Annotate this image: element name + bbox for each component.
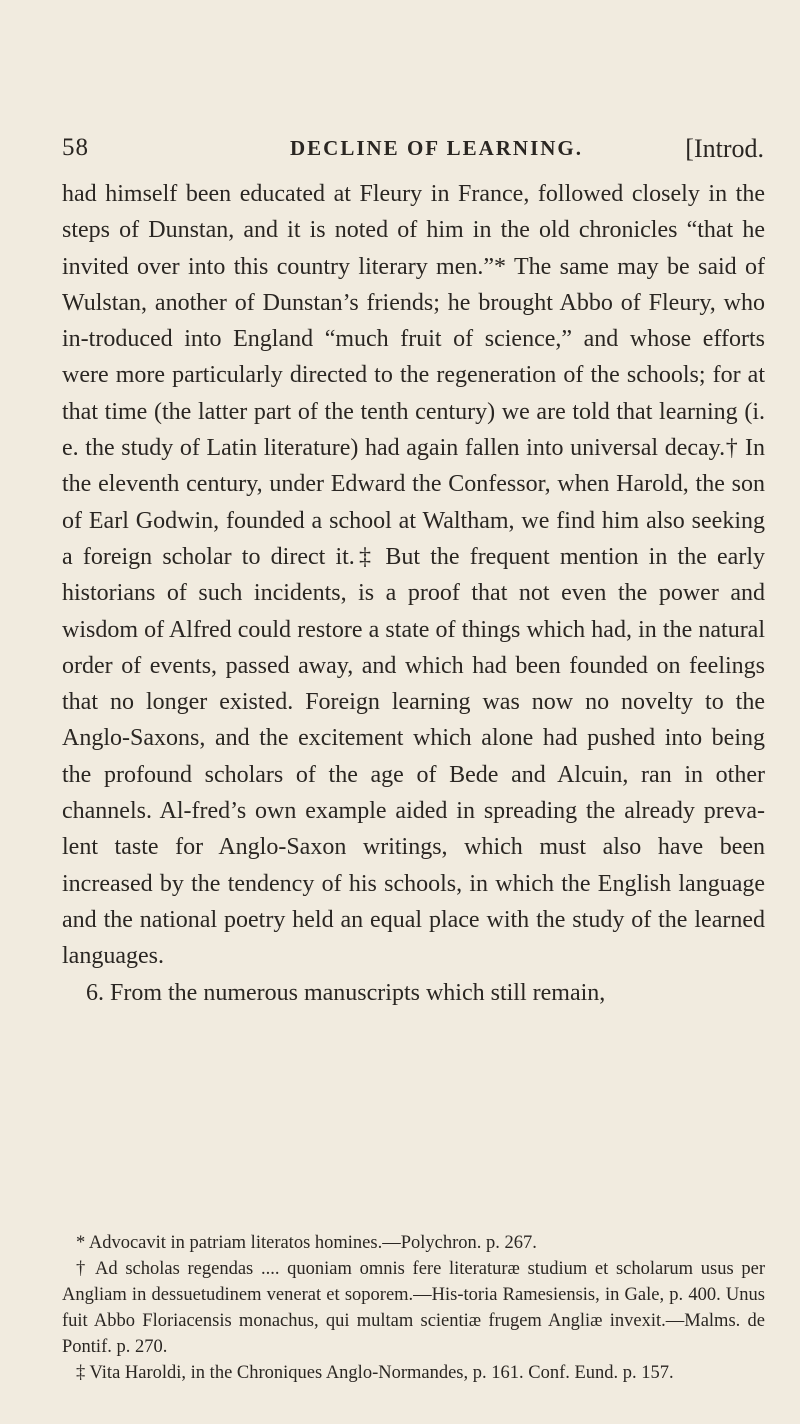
paragraph: had himself been educated at Fleury in France, followed closely in the steps of Dunstan, and it is noted of him in the old chronicles “that he invited over into this country literary men.”* The same may be said of Wulstan, another of Dunstan’s friends; he brought Abbo of Fleury, who in-troduced into England “much fruit of science,” and whose efforts were more particularly directed to the regeneration of the schools; for at that time (the latter part of the tenth century) we are told that learning (i. e. the study of Latin literature) had again fallen into universal decay.† In the eleventh century, under Edward the Confessor, when Harold, the son of Earl Godwin, founded a school at Waltham, we find him also seeking a foreign scholar to direct it.‡ But the frequent mention in the early historians of such incidents, is a proof that not even the power and wisdom of Alfred could restore a state of things which had, in the natural order of events, passed away, and which had been founded on feelings that no longer existed. Foreign learning was now no novelty to the Anglo-Saxons, and the excitement which alone had pushed into being the profound scholars of the age of Bede and Alcuin, ran in other channels. Al-fred’s own example aided in spreading the already preva-lent taste for Anglo-Saxon writings, which must also have been increased by the tendency of his schools, in which the English language and the national poetry held an equal place with the study of the learned languages.: [62, 181, 765, 970]
page-number: 58: [62, 134, 89, 161]
footnote: * Advocavit in patriam literatos homines.—Polychron. p. 267.: [76, 1233, 537, 1253]
footnote: † Ad scholas regendas .... quoniam omnis fere literaturæ studium et scholarum usus per Angliam in dessuetudinem venerat et soporem.—His-toria Ramesiensis, in Gale, p. 400. Unus fuit Abbo Floriacensis monachus, qui multam scientiæ frugem Angliæ invexit.—Malms. de Pontif. p. 270.: [62, 1259, 765, 1357]
footnotes: [62, 1230, 765, 1386]
footnote: ‡ Vita Haroldi, in the Chroniques Anglo-Normandes, p. 161. Conf. Eund. p. 157.: [76, 1363, 674, 1383]
main-text: [62, 176, 765, 1011]
paragraph: 6. From the numerous manuscripts which still remain,: [86, 979, 606, 1006]
running-head: [62, 134, 764, 170]
running-title: DECLINE OF LEARNING.: [290, 136, 584, 160]
section-label: [Introd.: [685, 134, 764, 163]
